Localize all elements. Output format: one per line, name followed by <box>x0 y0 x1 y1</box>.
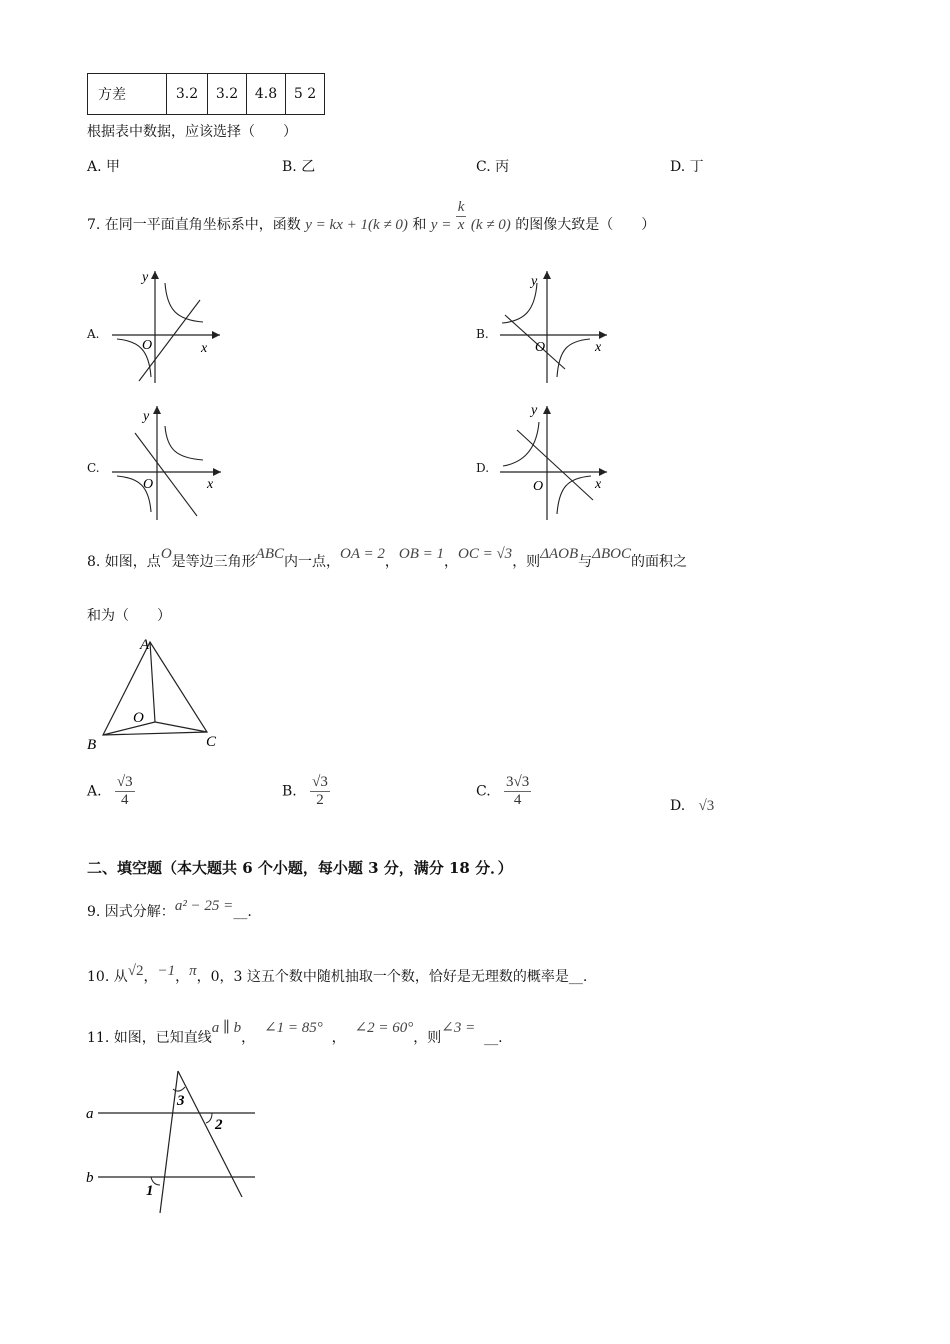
q8-text: 与 <box>578 554 593 570</box>
q8-math: OA = 2 <box>340 546 385 562</box>
q8-math: ABC <box>255 546 284 562</box>
q8-option-a[interactable] <box>87 774 135 809</box>
q11-prefix: 11. 如图，已知直线 <box>87 1030 212 1046</box>
x-label: x <box>595 340 602 355</box>
q8-math: OC = √3 <box>457 546 513 562</box>
vertex-b-label: B <box>87 737 97 753</box>
q8-stem-line1 <box>87 546 687 571</box>
q11-text: ，则 <box>413 1030 442 1046</box>
straight-line <box>135 433 197 516</box>
point-o-label: O <box>133 710 144 726</box>
table-row-label: 方差 <box>88 74 167 115</box>
table-cell: 4.8 <box>247 74 286 115</box>
q11-stem <box>87 1020 503 1047</box>
q11-parallel-lines-figure <box>80 1065 270 1220</box>
option-text: 乙 <box>301 159 316 175</box>
q7-graph-b <box>495 265 620 385</box>
fraction-numerator: √3 <box>312 774 328 790</box>
y-label: y <box>142 270 149 285</box>
q6-prompt: 根据表中数据，应该选择（ ） <box>87 124 297 140</box>
q6-option-d[interactable] <box>670 156 704 176</box>
option-fraction <box>115 774 135 809</box>
q8-stem-line2: 和为（ ） <box>87 608 171 624</box>
option-value: √3 <box>698 798 715 814</box>
q7-prefix: 7. 在同一平面直角坐标系中，函数 <box>87 217 301 233</box>
q6-option-c[interactable] <box>476 156 509 176</box>
q7-and: 和 <box>412 217 427 233</box>
q7-func2-left: y = <box>430 217 452 233</box>
q10-sep: ， <box>143 969 158 985</box>
x-arrow-icon <box>599 331 607 339</box>
q7-func2-right: (k ≠ 0) <box>470 217 511 233</box>
option-fraction <box>310 774 330 809</box>
hyperbola-branch <box>503 422 539 466</box>
q8-triangle-figure <box>85 632 230 754</box>
q10-item: −1 <box>157 963 176 979</box>
angle-2-label: 2 <box>215 1117 223 1133</box>
q7-option-a[interactable]: A. <box>87 327 100 341</box>
q6-option-b[interactable] <box>282 156 315 176</box>
q10-sep: ， <box>196 969 211 985</box>
y-label: y <box>531 274 538 289</box>
q11-math: a ∥ b <box>211 1020 242 1036</box>
angle-3-label: 3 <box>177 1093 185 1109</box>
segment-oc <box>155 722 207 732</box>
hyperbola-branch <box>165 283 203 322</box>
segment-oa <box>150 642 155 722</box>
q8-math: O <box>160 546 172 562</box>
table-cell: 5 2 <box>286 74 325 115</box>
option-text: 丙 <box>495 159 510 175</box>
q11-text: ， <box>241 1030 256 1046</box>
q10-stem <box>87 963 588 986</box>
table-row <box>88 74 325 115</box>
variance-table <box>87 73 325 115</box>
fraction-numerator: 3√3 <box>506 774 530 790</box>
vertex-c-label: C <box>206 734 217 750</box>
vertex-a-label: A <box>140 637 150 653</box>
table-cell: 3.2 <box>167 74 208 115</box>
y-arrow-icon <box>153 406 161 414</box>
angle-2-arc <box>206 1113 212 1123</box>
q7-func1: y = kx + 1(k ≠ 0) <box>305 217 408 233</box>
q7-option-c[interactable]: C. <box>87 461 100 475</box>
q7-graph-a <box>105 265 230 385</box>
hyperbola-branch <box>557 339 590 377</box>
section-2-title: 二、填空题（本大题共 6 个小题，每小题 3 分，满分 18 分．） <box>87 859 513 877</box>
option-letter: B. <box>282 783 297 800</box>
angle-1-label: 1 <box>146 1183 154 1199</box>
x-arrow-icon <box>599 468 607 476</box>
q10-sep: ， <box>175 969 190 985</box>
fraction-denominator: 4 <box>513 792 522 808</box>
angle-3-arc <box>173 1087 185 1091</box>
q10-item: √2 <box>127 963 144 979</box>
q8-option-c[interactable] <box>476 774 531 809</box>
option-letter: B. <box>282 159 297 175</box>
origin-label: O <box>142 338 153 353</box>
q7-option-d[interactable]: D. <box>476 461 490 475</box>
y-arrow-icon <box>543 271 551 279</box>
x-label: x <box>595 477 602 492</box>
q7-option-b[interactable]: B. <box>476 327 489 341</box>
q7-func2-fraction <box>456 199 467 234</box>
line-b-label: b <box>86 1170 94 1186</box>
option-text: 甲 <box>106 159 121 175</box>
origin-label: O <box>143 477 154 492</box>
q8-text: 内一点， <box>284 554 340 570</box>
q10-suffix: 0，3 这五个数中随机抽取一个数，恰好是无理数的概率是__. <box>210 969 588 985</box>
y-label: y <box>143 409 150 424</box>
segment-ob <box>103 722 155 735</box>
answer-blank[interactable]: __. <box>233 904 252 920</box>
q8-text: ， <box>443 554 458 570</box>
q8-math: ΔAOB <box>540 546 579 562</box>
hyperbola-branch <box>557 476 591 514</box>
q11-math: ∠3 = <box>441 1020 476 1036</box>
x-label: x <box>207 477 214 492</box>
option-letter: D. <box>670 798 686 814</box>
q11-math: ∠1 = 85° <box>264 1020 323 1036</box>
q8-text: 8. 如图，点 <box>87 554 161 570</box>
fraction-denominator: x <box>457 216 465 233</box>
q8-text: 的面积之 <box>630 554 687 570</box>
q11-math: ∠2 = 60° <box>354 1020 414 1036</box>
x-arrow-icon <box>213 468 221 476</box>
q8-option-b[interactable] <box>282 774 330 809</box>
option-letter: C. <box>476 783 491 800</box>
option-text: 丁 <box>689 159 704 175</box>
x-label: x <box>201 341 208 356</box>
option-fraction <box>504 774 531 809</box>
fraction-denominator: 2 <box>316 792 324 808</box>
fraction-numerator: √3 <box>116 774 133 790</box>
origin-label: O <box>533 479 544 494</box>
table-cell: 3.2 <box>208 74 247 115</box>
q7-suffix: 的图像大致是（ ） <box>515 217 656 233</box>
straight-line <box>517 430 593 500</box>
q8-math: OB = 1 <box>398 546 444 562</box>
option-letter: C. <box>476 159 491 175</box>
option-letter: A. <box>87 783 102 800</box>
q7-stem <box>87 198 656 234</box>
transversal-2 <box>178 1071 242 1197</box>
q8-text: ， <box>384 554 399 570</box>
y-label: y <box>531 403 538 418</box>
q9-expression: a² − 25 = <box>174 898 234 914</box>
q8-math: ΔBOC <box>592 546 631 562</box>
origin-label: O <box>535 340 546 355</box>
q7-graph-d <box>495 400 620 522</box>
q10-item: π <box>189 963 197 979</box>
y-arrow-icon <box>151 271 159 279</box>
line-a-label: a <box>86 1106 94 1122</box>
q10-prefix: 10. 从 <box>87 969 128 985</box>
q6-option-a[interactable] <box>87 156 120 176</box>
option-letter: D. <box>670 159 686 175</box>
fraction-denominator: 4 <box>121 792 129 808</box>
q7-graph-c <box>105 400 230 522</box>
q8-text: 是等边三角形 <box>171 554 256 570</box>
fraction-numerator: k <box>457 198 465 215</box>
x-arrow-icon <box>212 331 220 339</box>
transversal-1 <box>160 1071 178 1213</box>
answer-blank[interactable]: __. <box>484 1030 503 1046</box>
q8-option-d[interactable] <box>670 798 714 815</box>
q11-text: ， <box>331 1030 346 1046</box>
y-arrow-icon <box>543 406 551 414</box>
option-letter: A. <box>87 159 102 175</box>
hyperbola-branch <box>165 426 203 460</box>
q8-text: ，则 <box>512 554 541 570</box>
q9-prefix: 9. 因式分解： <box>87 904 175 920</box>
q9-stem <box>87 898 252 921</box>
